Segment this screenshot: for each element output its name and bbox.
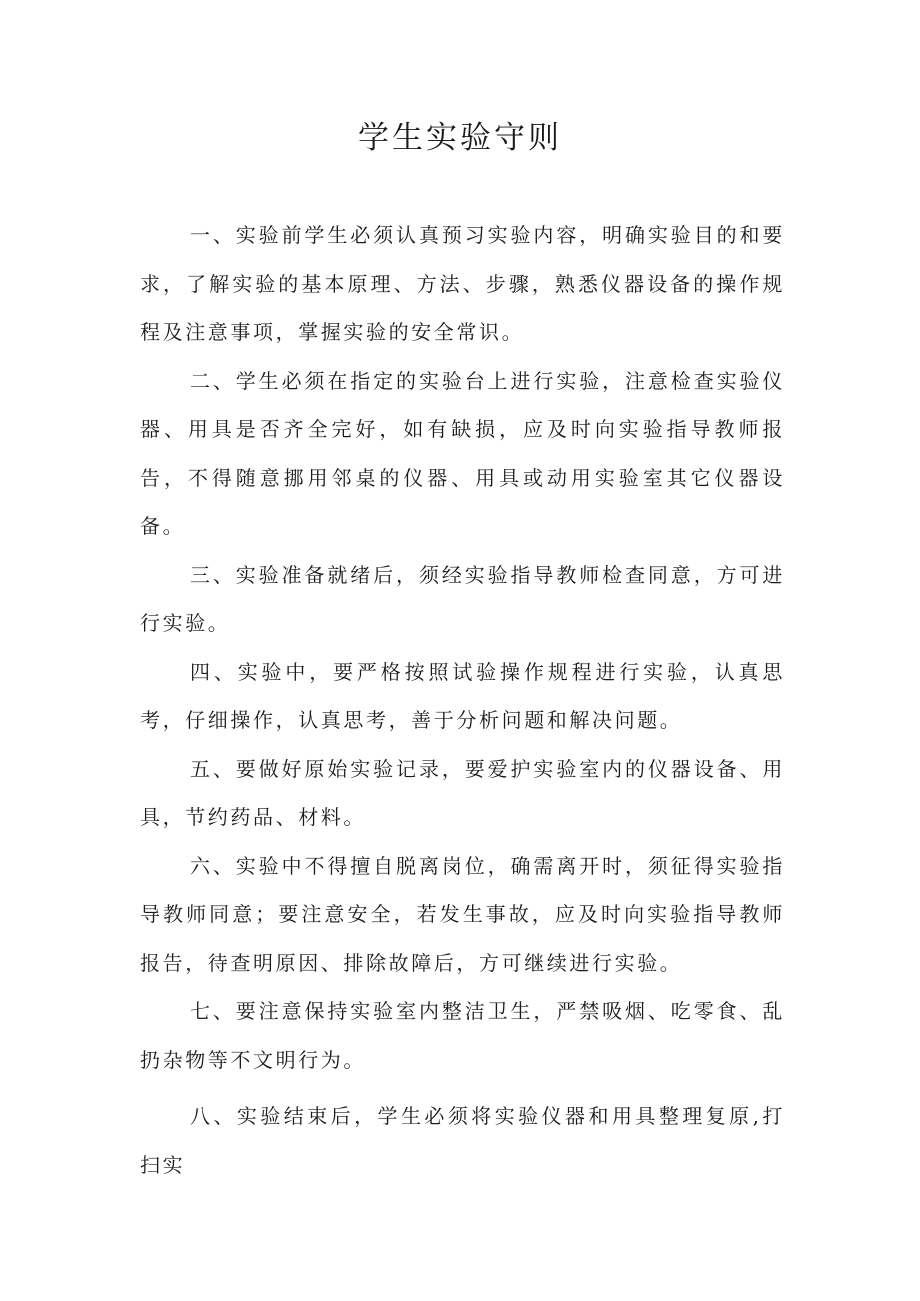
rule-3: 三、实验准备就绪后，须经实验指导教师检查同意，方可进行实验。	[140, 562, 785, 635]
rule-2: 二、学生必须在指定的实验台上进行实验，注意检查实验仪器、用具是否齐全完好，如有缺损，应及时向实验指导教师报告，不得随意挪用邻桌的仪器、用具或动用实验室其它仪器设备。	[140, 368, 785, 538]
rules-list	[140, 211, 785, 1189]
rule-6: 六、实验中不得擅自脱离岗位，确需离开时，须征得实验指导教师同意；要注意安全，若发生事故，应及时向实验指导教师报告，待查明原因、排除故障后，方可继续进行实验。	[140, 853, 785, 975]
document-title: 学生实验守则	[358, 120, 562, 156]
rule-8: 八、实验结束后，学生必须将实验仪器和用具整理复原,打扫实	[140, 1104, 785, 1177]
rule-4: 四、实验中，要严格按照试验操作规程进行实验，认真思考，仔细操作，认真思考，善于分析问题和解决问题。	[140, 659, 785, 732]
rule-5: 五、要做好原始实验记录，要爱护实验室内的仪器设备、用具，节约药品、材料。	[140, 756, 785, 829]
rule-7: 七、要注意保持实验室内整洁卫生，严禁吸烟、吃零食、乱扔杂物等不文明行为。	[140, 999, 785, 1072]
rule-1: 一、实验前学生必须认真预习实验内容，明确实验目的和要求，了解实验的基本原理、方法、步骤，熟悉仪器设备的操作规程及注意事项，掌握实验的安全常识。	[140, 223, 785, 344]
